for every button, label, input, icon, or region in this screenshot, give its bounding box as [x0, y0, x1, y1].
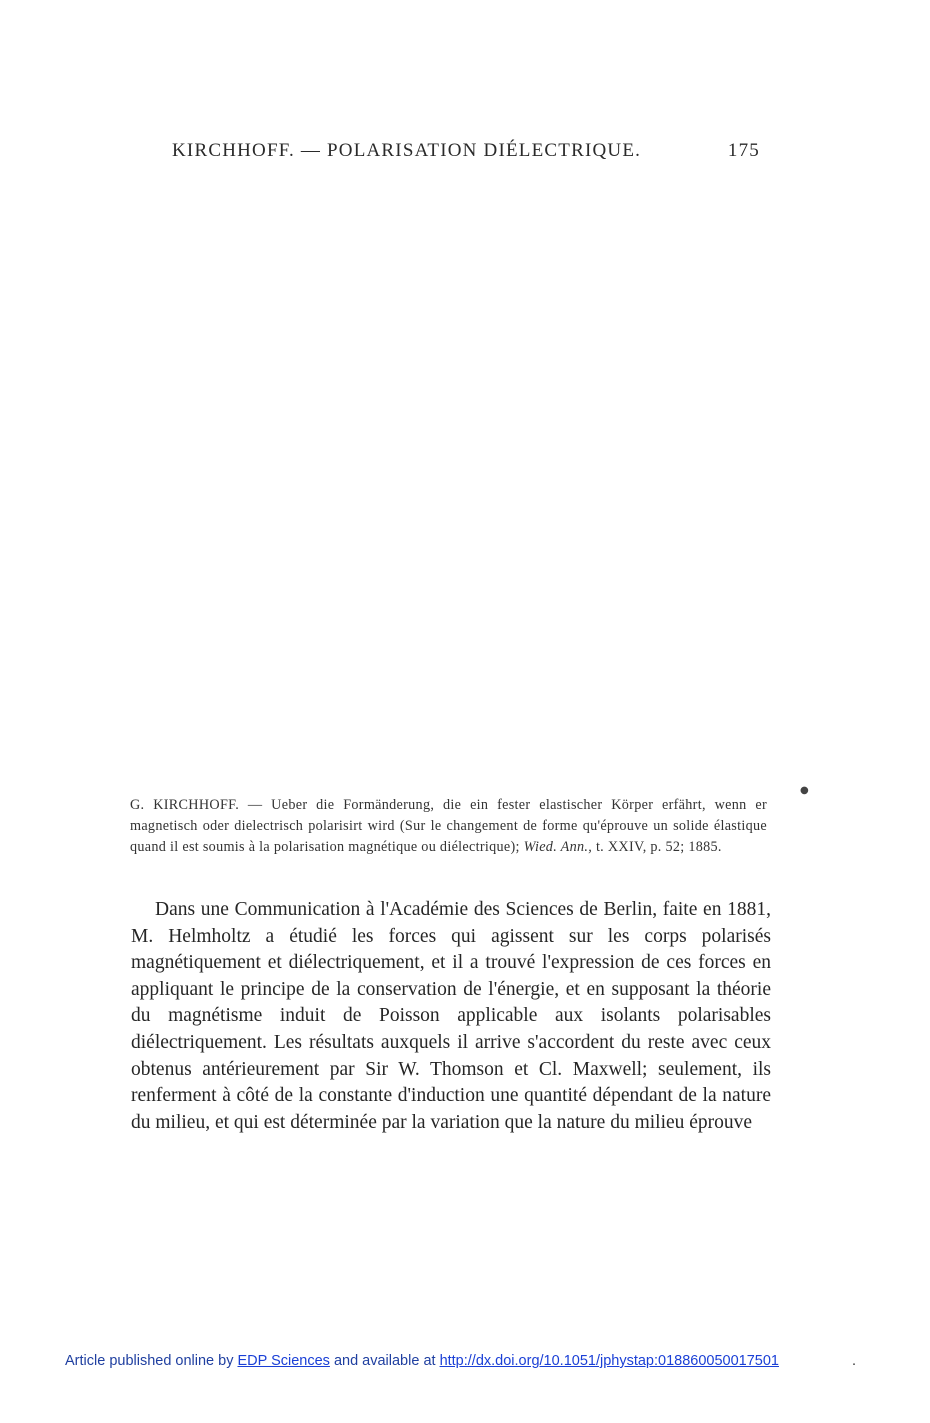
running-head-title: KIRCHHOFF. — POLARISATION DIÉLECTRIQUE. — [172, 140, 642, 161]
page-number: 175 — [727, 140, 760, 161]
review-journal: Wied. Ann., — [523, 839, 593, 855]
doi-link[interactable]: http://dx.doi.org/10.1051/jphystap:018860050017501 — [439, 1353, 779, 1369]
footer-trail: . — [852, 1353, 857, 1369]
publisher-link[interactable]: EDP Sciences — [237, 1353, 330, 1369]
review-text: — Ueber die Formänderung, die ein fester elastischer Körper erfährt, wenn er magnetisch oder dielectrisch polarisirt wird (Sur le changement de forme qu'éprouve un solide élastique quand il est soumis à la polarisation magnétique ou diélectrique); — [130, 797, 767, 855]
review-citation: t. XXIV, p. 52; 1885. — [595, 839, 722, 855]
footer-middle: and available at — [333, 1353, 436, 1369]
running-head — [172, 140, 760, 166]
body-text — [131, 897, 771, 1136]
footer-prefix: Article published online by — [65, 1353, 234, 1369]
footer-notice — [65, 1353, 865, 1375]
review-note — [130, 795, 767, 858]
review-author: G. KIRCHHOFF. — [130, 797, 240, 813]
body-paragraph: Dans une Communication à l'Académie des Sciences de Berlin, faite en 1881, M. Helmholtz a étudié les forces qui agissent sur les corps polarisés magnétiquement et diélectriquement, et il a trouvé l'expression de ces forces en appliquant le principe de la conservation de l'énergie, et en supposant la théorie du magnétisme induit de Poisson applicable aux isolants polarisables diélectriquement. Les résultats auxquels il arrive s'accordent du reste avec ceux obtenus antérieurement par Sir W. Thomson et Cl. Maxwell; seulement, ils renferment à côté de la constante d'induction une quantité dépendant de la nature du milieu, et qui est déterminée par la variation que la nature du milieu éprouve — [131, 899, 771, 1133]
margin-mark: ● — [800, 785, 809, 796]
